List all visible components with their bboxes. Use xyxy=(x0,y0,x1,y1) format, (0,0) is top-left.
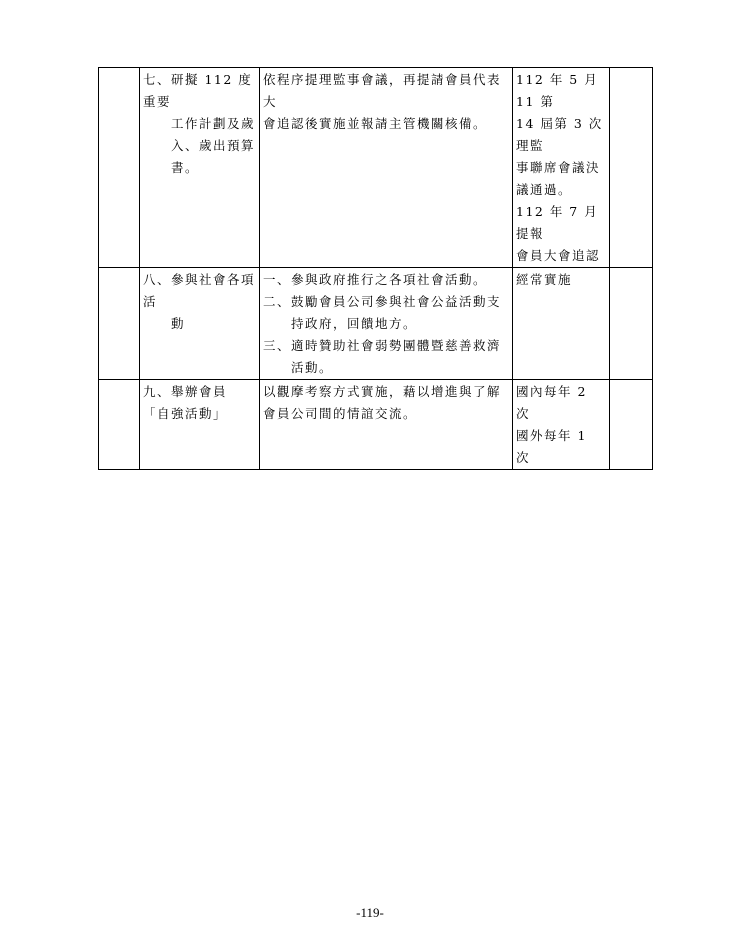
item-text: 動 xyxy=(171,316,186,331)
timing-text: 國內每年 2 次 xyxy=(516,384,587,421)
timing-text: 議通過。 xyxy=(516,182,573,197)
description-text: 會追認後實施並報請主管機關核備。 xyxy=(263,116,488,131)
timing-text: 會員大會追認 xyxy=(516,248,601,263)
item-text: 八、參與社會各項活 xyxy=(143,272,256,309)
timing-text: 112 年 7 月提報 xyxy=(516,204,599,241)
timing-cell xyxy=(513,380,610,470)
item-text: 「自強活動」 xyxy=(143,406,228,421)
work-plan-table xyxy=(98,67,653,470)
item-text: 書。 xyxy=(171,160,200,175)
timing-cell xyxy=(513,268,610,380)
item-text: 工作計劃及歲 xyxy=(171,116,256,131)
item-text: 九、舉辦會員 xyxy=(143,384,228,399)
description-cell xyxy=(260,380,513,470)
table-cell-blank xyxy=(610,68,653,268)
timing-cell xyxy=(513,68,610,268)
table-cell-blank xyxy=(99,268,140,380)
item-text: 七、研擬 112 度重要 xyxy=(143,72,253,109)
description-text: 依程序提理監事會議，再提請會員代表大 xyxy=(263,72,502,109)
item-text: 入、歲出預算 xyxy=(171,138,256,153)
item-cell xyxy=(140,380,260,470)
timing-text: 國外每年 1 次 xyxy=(516,428,587,465)
description-cell xyxy=(260,68,513,268)
item-cell xyxy=(140,268,260,380)
table-cell-blank xyxy=(610,380,653,470)
timing-text: 14 屆第 3 次理監 xyxy=(516,116,603,153)
description-text: 二、鼓勵會員公司參與社會公益活動支持政府，回饋地方。 xyxy=(263,294,502,331)
table-row xyxy=(99,380,653,470)
description-text: 三、適時贊助社會弱勢團體暨慈善救濟活動。 xyxy=(263,338,502,375)
description-text: 以觀摩考察方式實施，藉以增進與了解會員公司間的情誼交流。 xyxy=(263,384,502,421)
table-cell-blank xyxy=(99,68,140,268)
page-number: -119- xyxy=(356,905,384,920)
table-row xyxy=(99,268,653,380)
timing-text: 經常實施 xyxy=(516,272,573,287)
table-row xyxy=(99,68,653,268)
item-cell xyxy=(140,68,260,268)
table-cell-blank xyxy=(610,268,653,380)
description-text: 一、參與政府推行之各項社會活動。 xyxy=(263,272,488,287)
timing-text: 事聯席會議決 xyxy=(516,160,601,175)
timing-text: 112 年 5 月 11 第 xyxy=(516,72,599,109)
table-cell-blank xyxy=(99,380,140,470)
description-cell xyxy=(260,268,513,380)
